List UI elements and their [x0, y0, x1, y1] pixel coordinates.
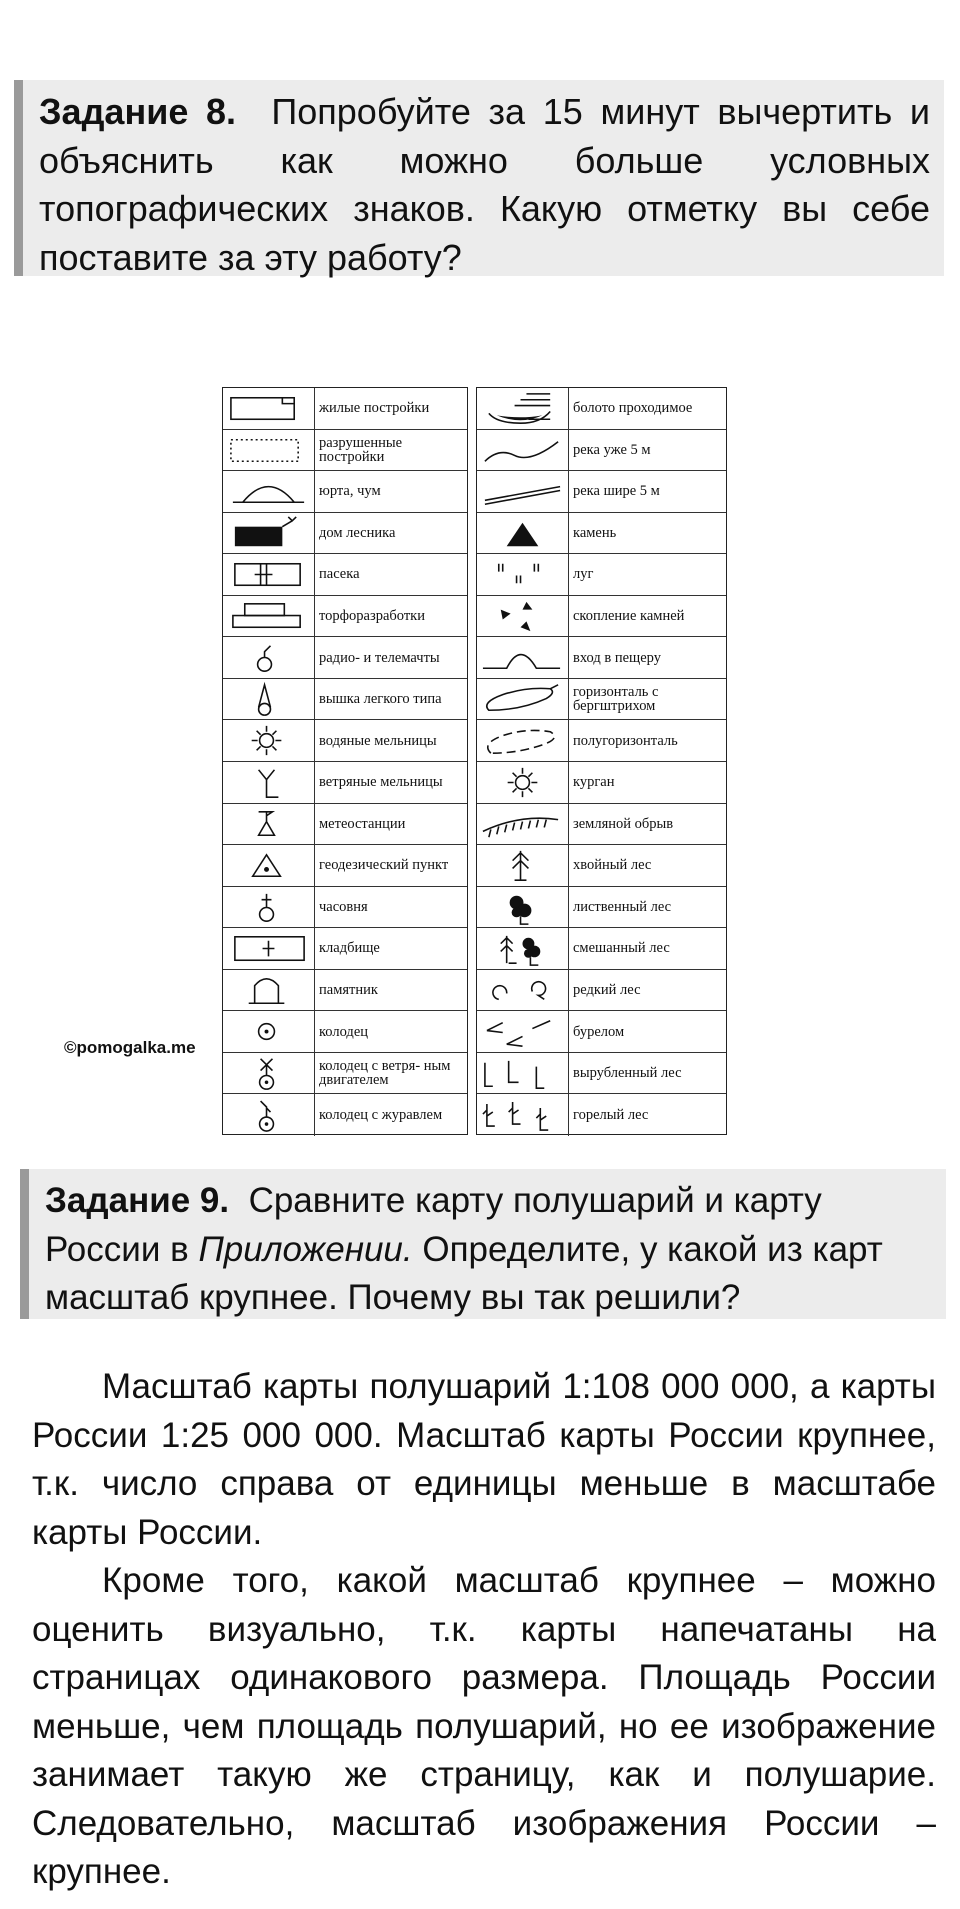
legend-row — [223, 1053, 467, 1095]
legend-row — [223, 637, 467, 679]
legend-row — [477, 679, 726, 721]
legend-label: геодезический пункт — [319, 857, 449, 874]
contour-line-icon — [477, 679, 569, 720]
legend-label: горизонталь с бергштрихом — [573, 684, 659, 715]
radio-mast-icon — [223, 637, 315, 678]
task-9-box — [20, 1169, 946, 1319]
peat-works-icon — [223, 596, 315, 637]
water-mill-icon — [223, 720, 315, 761]
felled-forest-icon — [477, 1053, 569, 1094]
legend-label: дом лесника — [319, 524, 396, 541]
legend-label: пасека — [319, 566, 360, 583]
legend-label: колодец с журавлем — [319, 1107, 443, 1124]
legend-label: вышка легкого типа — [319, 691, 442, 708]
legend-row — [223, 720, 467, 762]
legend-row — [477, 928, 726, 970]
legend-row — [477, 845, 726, 887]
legend-label: водяные мельницы — [319, 732, 437, 749]
legend-label: вход в пещеру — [573, 649, 661, 666]
light-tower-icon — [223, 679, 315, 720]
legend-label: метеостанции — [319, 815, 406, 832]
weather-station-icon — [223, 804, 315, 845]
geodetic-point-icon — [223, 845, 315, 886]
legend-row — [223, 554, 467, 596]
legend-row — [223, 970, 467, 1012]
cave-entrance-icon — [477, 637, 569, 678]
legend-label: смешанный лес — [573, 940, 670, 957]
wind-well-icon — [223, 1053, 315, 1094]
legend-label: земляной обрыв — [573, 815, 674, 832]
legend-row — [477, 637, 726, 679]
legend-row — [477, 596, 726, 638]
legend-row — [477, 471, 726, 513]
legend-row — [477, 388, 726, 430]
legend-label: полугоризонталь — [573, 732, 678, 749]
legend-row — [477, 762, 726, 804]
legend-label: жилые постройки — [319, 400, 430, 417]
legend-row — [223, 762, 467, 804]
legend-row — [223, 1094, 467, 1136]
passable-swamp-icon — [477, 388, 569, 429]
conifer-forest-icon — [477, 845, 569, 886]
watermark: ©pomogalka.me — [64, 1038, 196, 1057]
chapel-icon — [223, 887, 315, 928]
legend-label: кладбище — [319, 940, 380, 957]
topographic-legend — [222, 387, 727, 1135]
legend-label: река шире 5 м — [573, 483, 660, 500]
ruined-buildings-icon — [223, 430, 315, 471]
legend-row — [223, 388, 467, 430]
legend-row — [477, 720, 726, 762]
legend-label: колодец с ветря- ным двигателем — [319, 1058, 451, 1089]
barrow-icon — [477, 762, 569, 803]
task-9-text-before: Сравните карту полушарий и карту России в — [45, 1181, 822, 1269]
legend-label: часовня — [319, 898, 368, 915]
legend-label: юрта, чум — [319, 483, 381, 500]
legend-label: бурелом — [573, 1023, 625, 1040]
legend-row — [223, 804, 467, 846]
legend-row — [477, 554, 726, 596]
legend-row — [223, 845, 467, 887]
task-9-text-after: Определите, у какой из карт масштаб крупнее. Почему вы так решили? — [45, 1229, 883, 1317]
half-contour-icon — [477, 720, 569, 761]
sparse-forest-icon — [477, 970, 569, 1011]
narrow-river-icon — [477, 430, 569, 471]
task-9-italic: Приложении. — [198, 1229, 413, 1269]
legend-row — [477, 804, 726, 846]
task-9-heading: Задание 9. — [45, 1181, 230, 1220]
legend-label: вырубленный лес — [573, 1065, 682, 1082]
legend-label: колодец — [319, 1023, 369, 1040]
legend-label: радио- и телемачты — [319, 649, 440, 666]
windmill-icon — [223, 762, 315, 803]
stone-icon — [477, 513, 569, 554]
sweep-well-icon — [223, 1094, 315, 1136]
well-icon — [223, 1011, 315, 1052]
legend-label: памятник — [319, 982, 378, 999]
legend-row — [223, 928, 467, 970]
answer-paragraph-2-text: Кроме того, какой масштаб крупнее – можно оценить визуально, т.к. карты напечатаны на страницах одинакового размера. Площадь России меньше, чем площадь полушарий, но ее изображение занимает такую же страницу, как и полушарие. Следовательно, масштаб изображения России – крупнее. — [32, 1561, 936, 1891]
task-8-text: Попробуйте за 15 минут вычертить и объяснить как можно больше условных топографических знаков. Какую отметку вы себе поставите за эту работу? — [39, 91, 930, 278]
legend-row — [223, 679, 467, 721]
meadow-icon — [477, 554, 569, 595]
legend-label: торфоразработки — [319, 608, 425, 625]
legend-right-column — [476, 387, 727, 1135]
earth-cliff-icon — [477, 804, 569, 845]
legend-row — [223, 596, 467, 638]
deciduous-forest-icon — [477, 887, 569, 928]
legend-label: хвойный лес — [573, 857, 652, 874]
legend-row — [477, 430, 726, 472]
cemetery-icon — [223, 928, 315, 969]
answer-paragraph-2 — [32, 1557, 936, 1897]
burnt-forest-icon — [477, 1094, 569, 1136]
answer-paragraph-1 — [32, 1363, 936, 1557]
residential-buildings-icon — [223, 388, 315, 429]
legend-row — [223, 430, 467, 472]
legend-label: ветряные мельницы — [319, 774, 443, 791]
yurt-icon — [223, 471, 315, 512]
monument-icon — [223, 970, 315, 1011]
legend-row — [223, 887, 467, 929]
legend-row — [477, 1011, 726, 1053]
forester-house-icon — [223, 513, 315, 554]
apiary-icon — [223, 554, 315, 595]
legend-label: разрушенные постройки — [319, 434, 403, 465]
legend-label: лиственный лес — [573, 898, 672, 915]
task-8-heading: Задание 8. — [39, 91, 237, 132]
legend-row — [477, 970, 726, 1012]
legend-label: горелый лес — [573, 1107, 649, 1124]
legend-row — [477, 1094, 726, 1136]
legend-row — [477, 1053, 726, 1095]
legend-label: курган — [573, 774, 615, 791]
legend-row — [477, 887, 726, 929]
legend-row — [223, 513, 467, 555]
legend-label: камень — [573, 524, 617, 541]
legend-label: река уже 5 м — [573, 441, 651, 458]
legend-label: скопление камней — [573, 608, 685, 625]
legend-label: редкий лес — [573, 982, 641, 999]
answer-paragraph-1-text: Масштаб карты полушарий 1:108 000 000, а карты России 1:25 000 000. Масштаб карты России крупнее, т.к. число справа от единицы меньше в масштабе карты России. — [32, 1367, 936, 1552]
legend-left-column — [222, 387, 468, 1135]
legend-row — [223, 471, 467, 513]
wide-river-icon — [477, 471, 569, 512]
task-8-box — [14, 80, 944, 276]
mixed-forest-icon — [477, 928, 569, 969]
legend-row — [223, 1011, 467, 1053]
legend-row — [477, 513, 726, 555]
legend-label: луг — [573, 566, 594, 583]
windfall-icon — [477, 1011, 569, 1052]
legend-label: болото проходимое — [573, 400, 693, 417]
stones-cluster-icon — [477, 596, 569, 637]
